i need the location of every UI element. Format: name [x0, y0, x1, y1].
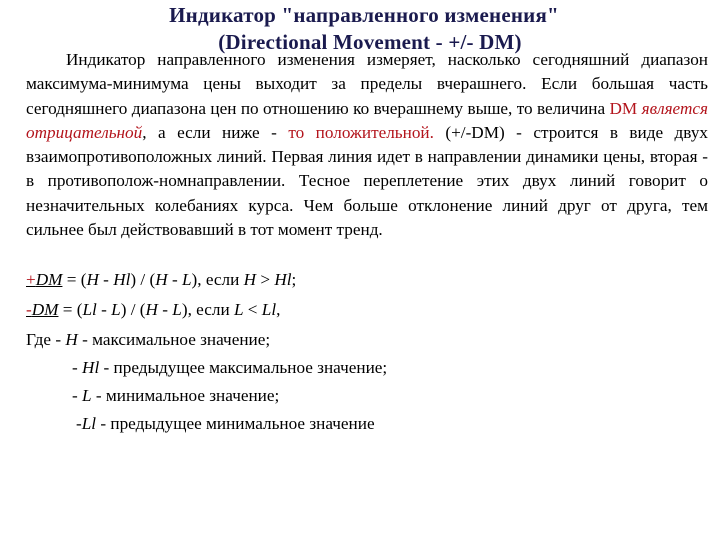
title-line-1: Индикатор "направленного изменения" — [169, 3, 559, 27]
dm-name: DM — [35, 270, 63, 289]
formula-text: = ( — [58, 300, 83, 319]
formula-text: ; — [291, 270, 297, 289]
definition-symbol: L — [82, 386, 92, 405]
formula-text: ) / ( — [130, 270, 156, 289]
description-paragraph — [26, 48, 708, 242]
definition-symbol: H — [65, 330, 78, 349]
definition-row-h — [26, 330, 270, 350]
definition-text: - предыдущее максимальное значение; — [99, 358, 388, 377]
text-part-2: , а если ниже - — [142, 122, 289, 142]
negative-phrase: является отрицательной — [26, 98, 708, 142]
formula-text: - — [167, 270, 182, 289]
definition-text: - максимальное значение; — [77, 330, 271, 349]
where-label: Где — [26, 330, 52, 349]
definition-text: - предыдущее минимальное значение — [96, 414, 375, 433]
formula-var: H — [155, 270, 168, 289]
definition-row-hl — [72, 358, 387, 378]
formula-var: H — [86, 270, 99, 289]
plus-dm-symbol — [26, 270, 62, 289]
formula-plus-dm — [26, 270, 296, 290]
formula-text: > — [256, 270, 275, 289]
formula-text: - — [98, 270, 114, 289]
formula-var: L — [172, 300, 182, 319]
dm-name: DM — [31, 300, 59, 319]
definition-prefix: - — [76, 414, 82, 433]
definition-row-ll — [76, 414, 375, 434]
minus-sign: - — [26, 300, 32, 319]
title-line-2: (Directional Movement - +/- DM) — [218, 30, 522, 54]
formula-text: ), если — [181, 300, 234, 319]
formula-var: L — [181, 270, 192, 289]
formula-var: Ll — [82, 300, 97, 319]
definition-symbol: Ll — [81, 414, 97, 433]
formula-text: - — [96, 300, 112, 319]
definition-text: - минимальное значение; — [91, 386, 280, 405]
formula-minus-dm — [26, 300, 280, 320]
formula-text: ) / ( — [120, 300, 146, 319]
formula-var: L — [233, 300, 244, 319]
minus-dm-symbol — [26, 300, 58, 319]
formula-var: Hl — [274, 270, 292, 289]
definition-row-l — [72, 386, 279, 406]
dm-term: DM — [609, 98, 638, 118]
formula-text: = ( — [62, 270, 87, 289]
definition-prefix: - — [51, 330, 66, 349]
formula-text: , — [276, 300, 281, 319]
formula-var: Hl — [113, 270, 131, 289]
formula-var: H — [243, 270, 257, 289]
plus-sign: + — [26, 270, 36, 289]
formula-text: - — [157, 300, 173, 319]
text-part-3: (+/-DM) - строится в виде двух взаимопротивоположных линий. Первая линия идет в направлении динамики цены, вторая - в противополож-номнаправлении. Тесное переплетение этих двух линий говорит о незначительных колебаниях курса. Чем больше отклонение линий друг от друга, тем сильнее был действовавший в тот момент тренд. — [26, 122, 709, 240]
description-block — [26, 48, 708, 242]
positive-phrase: то положительной. — [288, 122, 434, 142]
definition-prefix: - — [72, 358, 83, 377]
formula-var: H — [145, 300, 158, 319]
formula-text: ), если — [191, 270, 244, 289]
text-part-1: Индикатор направленного изменения измеряет, насколько сегодняшний диапазон максимума-минимума цены выходит за пределы вчерашнего. Если большая часть сегодняшнего диапазона цен по отношению ко вчерашнему выше, то величина — [26, 50, 708, 118]
definition-symbol: Hl — [82, 358, 100, 377]
formula-var: L — [111, 300, 121, 319]
formula-var: Ll — [261, 300, 277, 319]
formula-text: < — [243, 300, 262, 319]
definition-prefix: - — [72, 386, 83, 405]
